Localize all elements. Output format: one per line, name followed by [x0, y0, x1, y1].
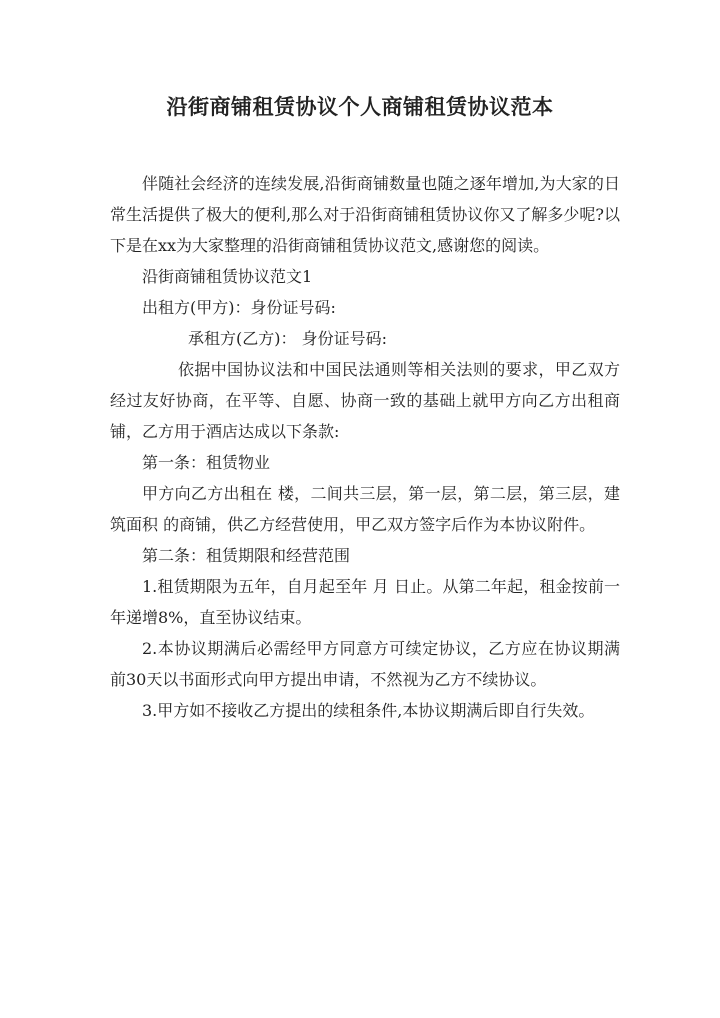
clause-1: 1.租赁期限为五年，自月起至年 月 日止。从第二年起，租金按前一年递增8%，直至协议结束。	[110, 577, 620, 627]
sample-heading: 沿街商铺租赁协议范文1	[142, 267, 313, 286]
clause-3: 3.甲方如不接收乙方提出的续租条件,本协议期满后即自行失效。	[142, 701, 595, 720]
lessor-line: 出租方(甲方)：身份证号码:	[142, 298, 336, 317]
article-1-heading: 第一条：租赁物业	[142, 453, 271, 472]
basis-paragraph: 依据中国协议法和中国民法通则等相关法则的要求，甲乙双方经过友好协商，在平等、自愿、协商一致的基础上就甲方向乙方出租商铺，乙方用于酒店达成以下条款:	[110, 360, 620, 441]
intro-paragraph: 伴随社会经济的连续发展,沿街商铺数量也随之逐年增加,为大家的日常生活提供了极大的便利,那么对于沿街商铺租赁协议你又了解多少呢?以下是在xx为大家整理的沿街商铺租赁协议范文,感谢您的阅读。	[110, 174, 620, 255]
article-1-text: 甲方向乙方出租在 楼，二间共三层，第一层，第二层，第三层，建筑面积 的商铺，供乙方经营使用，甲乙双方签字后作为本协议附件。	[110, 484, 620, 534]
article-2-heading: 第二条：租赁期限和经营范围	[142, 546, 351, 565]
document-title: 沿街商铺租赁协议个人商铺租赁协议范本	[166, 94, 554, 119]
document-body	[110, 168, 620, 726]
clause-2: 2.本协议期满后必需经甲方同意方可续定协议，乙方应在协议期满前30天以书面形式向甲方提出申请，不然视为乙方不续协议。	[110, 639, 620, 689]
lessee-line: 承租方(乙方)： 身份证号码:	[188, 329, 387, 348]
